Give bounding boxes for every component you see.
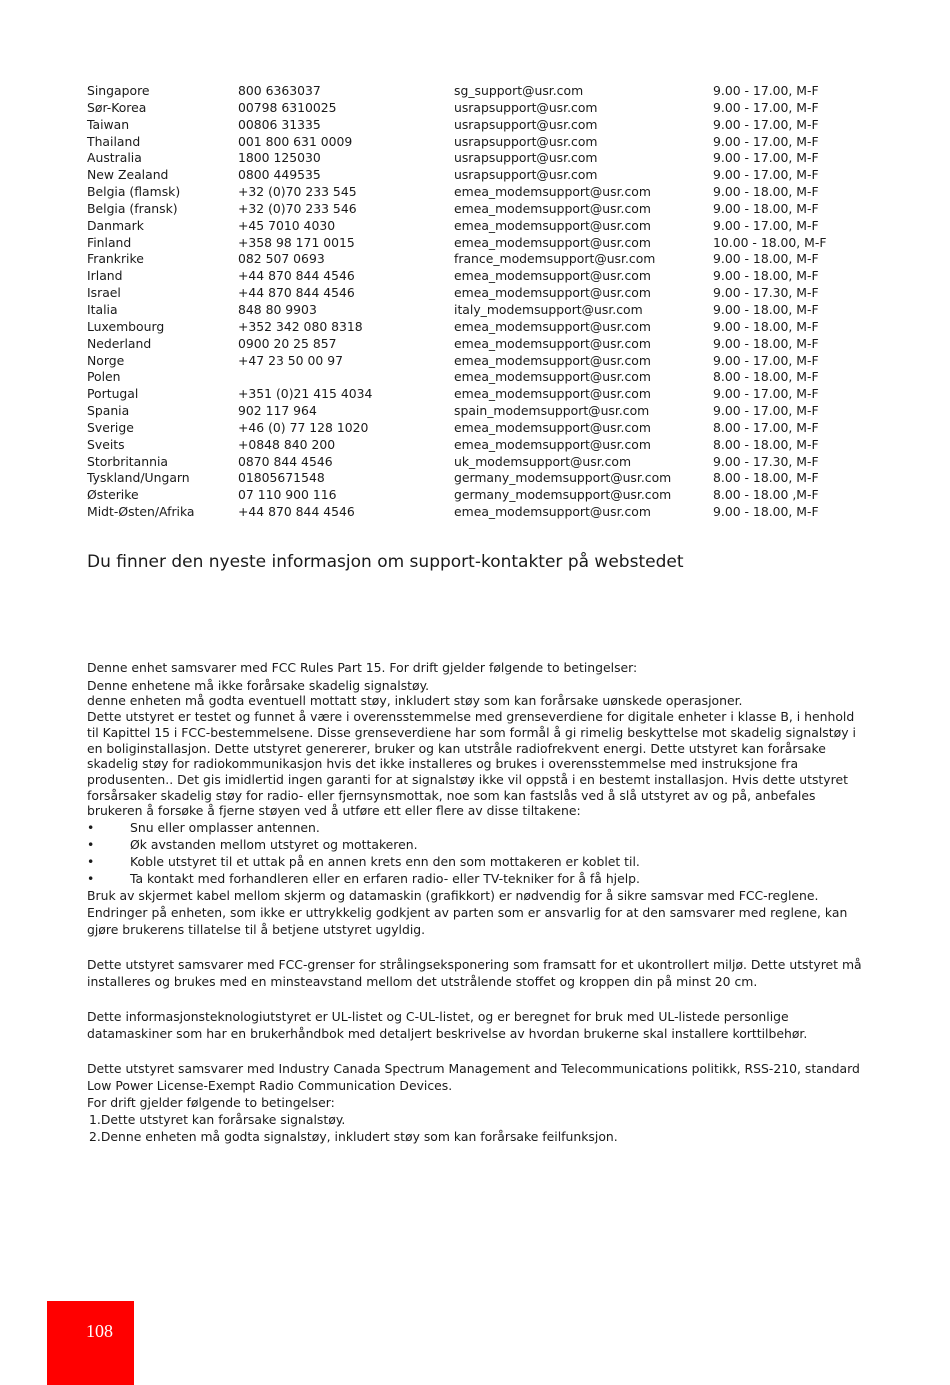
- contact-phone: 0870 844 4546: [238, 453, 333, 469]
- contact-phone: +45 7010 4030: [238, 217, 336, 233]
- contact-country: Polen: [87, 369, 121, 385]
- contact-hours: 9.00 - 17.00, M-F: [713, 167, 819, 183]
- contact-hours: 9.00 - 17.00, M-F: [713, 116, 819, 132]
- contact-phone: +47 23 50 00 97: [238, 352, 343, 368]
- contact-phone: +0848 840 200: [238, 436, 336, 452]
- contact-email: emea_modemsupport@usr.com: [454, 318, 651, 334]
- contact-row: [87, 386, 867, 403]
- contact-country: Italia: [87, 301, 118, 317]
- contact-hours: 9.00 - 18.00, M-F: [713, 335, 819, 351]
- contact-phone: 902 117 964: [238, 403, 317, 419]
- contact-country: Sør-Korea: [87, 99, 147, 115]
- contact-row: [87, 150, 867, 167]
- contact-phone: [238, 369, 454, 386]
- contact-country: Storbritannia: [87, 453, 168, 469]
- compliance-section: [87, 660, 869, 1145]
- contact-hours: 9.00 - 18.00, M-F: [713, 318, 819, 334]
- contact-country: Sverige: [87, 419, 134, 435]
- contact-email: germany_modemsupport@usr.com: [454, 470, 672, 486]
- contact-country: Frankrike: [87, 251, 144, 267]
- contact-email: emea_modemsupport@usr.com: [454, 335, 651, 351]
- contact-hours: 9.00 - 17.00, M-F: [713, 352, 819, 368]
- contact-phone: +46 (0) 77 128 1020: [238, 419, 369, 435]
- contact-hours: 8.00 - 17.00, M-F: [713, 419, 819, 435]
- contact-phone: +351 (0)21 415 4034: [238, 386, 373, 402]
- contact-email: germany_modemsupport@usr.com: [454, 487, 672, 503]
- contact-phone: +352 342 080 8318: [238, 318, 363, 334]
- contact-email: emea_modemsupport@usr.com: [454, 386, 651, 402]
- contact-row: [87, 302, 867, 319]
- contact-hours: 9.00 - 18.00, M-F: [713, 251, 819, 267]
- contact-phone: 01805671548: [238, 470, 325, 486]
- contact-country: Singapore: [87, 83, 150, 98]
- contact-country: Østerike: [87, 487, 139, 503]
- fcc-bullet-item: [87, 870, 869, 887]
- bullet-icon: •: [87, 837, 95, 853]
- contact-email: emea_modemsupport@usr.com: [454, 504, 651, 520]
- contact-phone: 082 507 0693: [238, 251, 325, 267]
- contact-hours: 9.00 - 17.00, M-F: [713, 83, 819, 98]
- contact-row: [87, 184, 867, 201]
- bullet-icon: •: [87, 854, 95, 870]
- contact-row: [87, 134, 867, 151]
- contact-row: [87, 369, 867, 386]
- contact-hours: 9.00 - 17.30, M-F: [713, 285, 819, 301]
- contact-row: [87, 83, 867, 100]
- contact-hours: 9.00 - 17.30, M-F: [713, 453, 819, 469]
- bullet-icon: •: [87, 820, 95, 836]
- contact-row: [87, 167, 867, 184]
- contact-country: Midt-Østen/Afrika: [87, 504, 195, 520]
- contact-email: emea_modemsupport@usr.com: [454, 200, 651, 216]
- support-contacts-body: [87, 83, 867, 521]
- contact-email: spain_modemsupport@usr.com: [454, 403, 650, 419]
- contact-email: emea_modemsupport@usr.com: [454, 369, 651, 385]
- contact-country: Norge: [87, 352, 125, 368]
- contact-email: italy_modemsupport@usr.com: [454, 301, 643, 317]
- contact-email: france_modemsupport@usr.com: [454, 251, 656, 267]
- canada-statement: Dette utstyret samsvarer med Industry Canada Spectrum Management and Telecommunications politikk, RSS-210, standard Low Power License-Exempt Radio Communication Devices.: [87, 1061, 860, 1094]
- contact-row: [87, 100, 867, 117]
- contact-country: Taiwan: [87, 116, 130, 132]
- fcc-bullet-text: Snu eller omplasser antennen.: [130, 820, 320, 836]
- contact-email: uk_modemsupport@usr.com: [454, 453, 632, 469]
- contact-email: sg_support@usr.com: [454, 83, 584, 98]
- contact-hours: 9.00 - 17.00, M-F: [713, 386, 819, 402]
- contact-email: emea_modemsupport@usr.com: [454, 217, 651, 233]
- contact-phone: +358 98 171 0015: [238, 234, 355, 250]
- contact-country: New Zealand: [87, 167, 169, 183]
- contact-phone: 0800 449535: [238, 167, 321, 183]
- contact-email: emea_modemsupport@usr.com: [454, 436, 651, 452]
- contact-row: [87, 353, 867, 370]
- fcc-bullet-text: Koble utstyret til et uttak på en annen krets enn den som mottakeren er koblet til.: [130, 854, 640, 870]
- contact-phone: 800 6363037: [238, 83, 321, 98]
- contact-row: [87, 285, 867, 302]
- contact-hours: 9.00 - 17.00, M-F: [713, 99, 819, 115]
- canada-condition-2: 2.Denne enheten må godta signalstøy, inkludert støy som kan forårsake feilfunksjon.: [89, 1129, 618, 1145]
- fcc-bullet-item: [87, 853, 869, 870]
- fcc-class-b-statement: Dette utstyret er testet og funnet å være i overensstemmelse med grenseverdiene for digitale enheter i klasse B, i henhold til Kapittel 15 i FCC-bestemmelsene. Disse grenseverdiene har som formål å gi rimelig beskyttelse mot skadelig signalstøy i en boliginstallasjon. Dette utstyret genererer, bruker og kan utstråle radiofrekvent energi. Dette utstyret kan forårsake skadelig støy for radiokommunikasjon hvis det ikke installeres og brukes i overensstemmelse med instruksjone fra produsenten.. Det gis imidlertid ingen garanti for at signalstøy ikke vil oppstå i en bestemt installasjon. Hvis dette utstyret forsårsaker skadelig støy for radio- eller fjernsynsmottak, noe som kan fastslås ved å slå utstyret av og på, anbefales brukeren å forsøke å fjerne støyen ved å utføre ett eller flere av disse tiltakene:: [87, 709, 856, 819]
- contact-row: [87, 504, 867, 521]
- contact-country: Israel: [87, 285, 121, 301]
- bullet-icon: •: [87, 871, 95, 887]
- contact-email: emea_modemsupport@usr.com: [454, 285, 651, 301]
- contact-phone: +44 870 844 4546: [238, 504, 355, 520]
- contact-country: Australia: [87, 150, 142, 166]
- contact-hours: 9.00 - 18.00, M-F: [713, 301, 819, 317]
- contact-row: [87, 268, 867, 285]
- contact-row: [87, 251, 867, 268]
- page-number-box: [47, 1301, 134, 1385]
- contact-email: usrapsupport@usr.com: [454, 116, 598, 132]
- contact-hours: 9.00 - 18.00, M-F: [713, 504, 819, 520]
- page-number: 108: [86, 1321, 113, 1341]
- fcc-condition-2: denne enheten må godta eventuell mottatt støy, inkludert støy som kan forårsake uønskede operasjoner.: [87, 693, 743, 709]
- contact-hours: 9.00 - 17.00, M-F: [713, 217, 819, 233]
- contact-country: Finland: [87, 234, 132, 250]
- contact-email: usrapsupport@usr.com: [454, 167, 598, 183]
- contact-country: Danmark: [87, 217, 144, 233]
- contact-email: emea_modemsupport@usr.com: [454, 234, 651, 250]
- contact-hours: 8.00 - 18.00, M-F: [713, 369, 819, 385]
- web-info-heading: Du finner den nyeste informasjon om support-kontakter på webstedet: [87, 552, 684, 572]
- contact-phone: 00806 31335: [238, 116, 321, 132]
- contact-hours: 9.00 - 17.00, M-F: [713, 403, 819, 419]
- contact-row: [87, 336, 867, 353]
- contact-phone: 1800 125030: [238, 150, 321, 166]
- contact-email: emea_modemsupport@usr.com: [454, 184, 651, 200]
- contact-hours: 9.00 - 18.00, M-F: [713, 184, 819, 200]
- contact-email: emea_modemsupport@usr.com: [454, 419, 651, 435]
- contact-phone: 0900 20 25 857: [238, 335, 337, 351]
- contact-phone: 001 800 631 0009: [238, 133, 353, 149]
- contact-country: Luxembourg: [87, 318, 165, 334]
- contact-row: [87, 454, 867, 471]
- contact-country: Portugal: [87, 386, 139, 402]
- contact-hours: 8.00 - 18.00 ,M-F: [713, 487, 819, 503]
- contact-email: usrapsupport@usr.com: [454, 133, 598, 149]
- contact-phone: 07 110 900 116: [238, 487, 337, 503]
- contact-row: [87, 437, 867, 454]
- fcc-bullet-item: [87, 819, 869, 836]
- contact-country: Irland: [87, 268, 123, 284]
- contact-phone: +32 (0)70 233 546: [238, 200, 357, 216]
- fcc-condition-1: Denne enhetene må ikke forårsake skadelig signalstøy.: [87, 677, 430, 693]
- contact-country: Belgia (flamsk): [87, 184, 181, 200]
- contact-row: [87, 470, 867, 487]
- contact-hours: 8.00 - 18.00, M-F: [713, 470, 819, 486]
- fcc-intro: Denne enhet samsvarer med FCC Rules Part 15. For drift gjelder følgende to betingelser:: [87, 660, 638, 675]
- contact-country: Sveits: [87, 436, 125, 452]
- fcc-bullet-item: [87, 836, 869, 853]
- contact-row: [87, 403, 867, 420]
- contact-email: emea_modemsupport@usr.com: [454, 352, 651, 368]
- contact-phone: +44 870 844 4546: [238, 268, 355, 284]
- fcc-radiation-statement: Dette utstyret samsvarer med FCC-grenser for strålingseksponering som framsatt for et ukontrollert miljø. Dette utstyret må installeres og brukes med en minsteavstand mellom det utstrålende stoffet og kroppen din på minst 20 cm.: [87, 957, 862, 990]
- contact-country: Thailand: [87, 133, 141, 149]
- contact-email: emea_modemsupport@usr.com: [454, 268, 651, 284]
- contact-email: usrapsupport@usr.com: [454, 99, 598, 115]
- contact-hours: 8.00 - 18.00, M-F: [713, 436, 819, 452]
- canada-conditions-intro: For drift gjelder følgende to betingelser:: [87, 1095, 335, 1111]
- contact-phone: 848 80 9903: [238, 301, 317, 317]
- contact-row: [87, 420, 867, 437]
- contact-hours: 9.00 - 18.00, M-F: [713, 268, 819, 284]
- contact-row: [87, 218, 867, 235]
- contact-country: Belgia (fransk): [87, 200, 178, 216]
- contact-phone: +32 (0)70 233 545: [238, 184, 357, 200]
- contact-hours: 9.00 - 18.00, M-F: [713, 200, 819, 216]
- contact-row: [87, 201, 867, 218]
- contact-email: usrapsupport@usr.com: [454, 150, 598, 166]
- contact-row: [87, 319, 867, 336]
- contact-hours: 9.00 - 17.00, M-F: [713, 150, 819, 166]
- ul-statement: Dette informasjonsteknologiutstyret er UL-listet og C-UL-listet, og er beregnet for bruk med UL-listede personlige datamaskiner som har en brukerhåndbok med detaljert beskrivelse av hvordan brukerne skal installere korttilbehør.: [87, 1009, 808, 1042]
- contact-row: [87, 487, 867, 504]
- fcc-bullet-text: Øk avstanden mellom utstyret og mottakeren.: [130, 837, 418, 853]
- contact-country: Nederland: [87, 335, 152, 351]
- contact-country: Spania: [87, 403, 130, 419]
- contact-country: Tyskland/Ungarn: [87, 470, 190, 486]
- contact-hours: 10.00 - 18.00, M-F: [713, 234, 827, 250]
- fcc-shielded-cable-statement: Bruk av skjermet kabel mellom skjerm og datamaskin (grafikkort) er nødvendig for å sikre samsvar med FCC-reglene. Endringer på enheten, som ikke er uttrykkelig godkjent av parten som er ansvarlig for at den samsvarer med reglene, kan gjøre brukerens tillatelse til å betjene utstyret ugyldig.: [87, 888, 848, 938]
- contact-hours: 9.00 - 17.00, M-F: [713, 133, 819, 149]
- contact-row: [87, 235, 867, 252]
- canada-condition-1: 1.Dette utstyret kan forårsake signalstøy.: [89, 1112, 346, 1128]
- contact-row: [87, 117, 867, 134]
- fcc-bullet-text: Ta kontakt med forhandleren eller en erfaren radio- eller TV-tekniker for å få hjelp.: [130, 871, 640, 887]
- support-contacts-table: [87, 83, 867, 521]
- contact-phone: +44 870 844 4546: [238, 285, 355, 301]
- contact-phone: 00798 6310025: [238, 99, 337, 115]
